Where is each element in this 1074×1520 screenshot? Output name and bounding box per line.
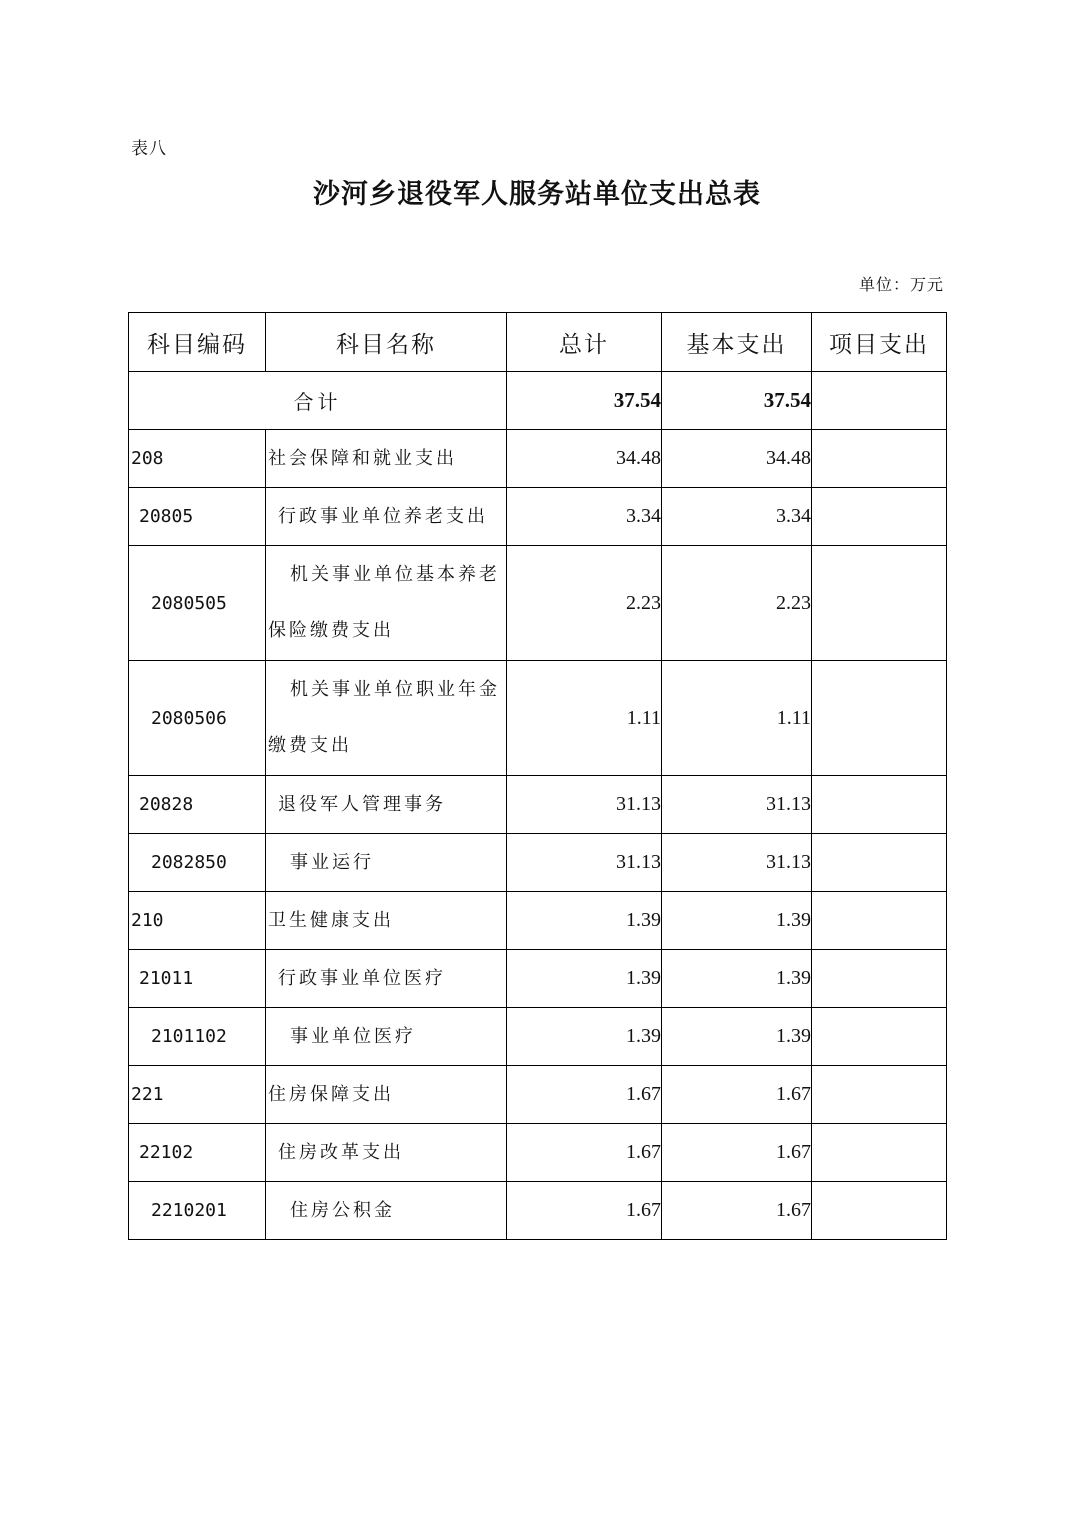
table-row (129, 776, 947, 834)
row-project (812, 892, 947, 950)
total-amount: 37.54 (507, 372, 662, 430)
row-name: 住房改革支出 (266, 1124, 507, 1182)
row-code: 20828 (129, 776, 266, 834)
table-row (129, 1066, 947, 1124)
table-row (129, 892, 947, 950)
total-project-amount (812, 372, 947, 430)
row-total: 2.23 (507, 546, 662, 661)
row-total: 1.67 (507, 1124, 662, 1182)
row-name: 社会保障和就业支出 (266, 430, 507, 488)
expenditure-table (128, 312, 947, 1240)
table-row (129, 1182, 947, 1240)
row-total: 1.39 (507, 950, 662, 1008)
row-basic: 1.67 (662, 1124, 812, 1182)
row-name: 行政事业单位养老支出 (266, 488, 507, 546)
row-code: 20805 (129, 488, 266, 546)
row-project (812, 776, 947, 834)
row-basic: 1.67 (662, 1066, 812, 1124)
column-header-name: 科目名称 (266, 313, 507, 372)
row-project (812, 1008, 947, 1066)
row-basic: 1.11 (662, 661, 812, 776)
row-basic: 1.39 (662, 892, 812, 950)
column-header-code: 科目编码 (129, 313, 266, 372)
table-row (129, 950, 947, 1008)
row-name: 机关事业单位基本养老保险缴费支出 (266, 546, 507, 661)
row-basic: 1.39 (662, 1008, 812, 1066)
row-total: 1.39 (507, 1008, 662, 1066)
row-code: 210 (129, 892, 266, 950)
row-code: 2080506 (129, 661, 266, 776)
row-project (812, 834, 947, 892)
table-row (129, 1008, 947, 1066)
row-total: 1.11 (507, 661, 662, 776)
table-row (129, 488, 947, 546)
table-number-label: 表八 (131, 139, 167, 159)
row-project (812, 1182, 947, 1240)
table-row (129, 1124, 947, 1182)
row-project (812, 1066, 947, 1124)
table-header-row (129, 313, 947, 372)
row-basic: 31.13 (662, 834, 812, 892)
table-row (129, 661, 947, 776)
table-row (129, 546, 947, 661)
row-name: 事业运行 (266, 834, 507, 892)
row-basic: 1.39 (662, 950, 812, 1008)
row-code: 221 (129, 1066, 266, 1124)
row-total: 3.34 (507, 488, 662, 546)
row-code: 2210201 (129, 1182, 266, 1240)
row-basic: 2.23 (662, 546, 812, 661)
row-name: 住房保障支出 (266, 1066, 507, 1124)
row-name: 事业单位医疗 (266, 1008, 507, 1066)
row-basic: 34.48 (662, 430, 812, 488)
row-name: 住房公积金 (266, 1182, 507, 1240)
column-header-project: 项目支出 (812, 313, 947, 372)
row-project (812, 488, 947, 546)
row-project (812, 1124, 947, 1182)
row-code: 208 (129, 430, 266, 488)
row-code: 2082850 (129, 834, 266, 892)
row-code: 22102 (129, 1124, 266, 1182)
row-project (812, 661, 947, 776)
row-code: 2101102 (129, 1008, 266, 1066)
total-row (129, 372, 947, 430)
row-basic: 1.67 (662, 1182, 812, 1240)
total-label: 合计 (129, 372, 507, 430)
table-row (129, 430, 947, 488)
unit-label: 单位：万元 (858, 275, 944, 294)
row-name: 行政事业单位医疗 (266, 950, 507, 1008)
row-name: 机关事业单位职业年金缴费支出 (266, 661, 507, 776)
row-code: 21011 (129, 950, 266, 1008)
page-title: 沙河乡退役军人服务站单位支出总表 (313, 179, 761, 210)
row-total: 1.39 (507, 892, 662, 950)
column-header-basic: 基本支出 (662, 313, 812, 372)
row-basic: 31.13 (662, 776, 812, 834)
total-basic-amount: 37.54 (662, 372, 812, 430)
row-code: 2080505 (129, 546, 266, 661)
row-total: 1.67 (507, 1066, 662, 1124)
row-total: 1.67 (507, 1182, 662, 1240)
table-row (129, 834, 947, 892)
row-total: 31.13 (507, 776, 662, 834)
row-name: 卫生健康支出 (266, 892, 507, 950)
row-project (812, 430, 947, 488)
row-name: 退役军人管理事务 (266, 776, 507, 834)
row-basic: 3.34 (662, 488, 812, 546)
row-total: 31.13 (507, 834, 662, 892)
row-total: 34.48 (507, 430, 662, 488)
row-project (812, 546, 947, 661)
column-header-total: 总计 (507, 313, 662, 372)
row-project (812, 950, 947, 1008)
